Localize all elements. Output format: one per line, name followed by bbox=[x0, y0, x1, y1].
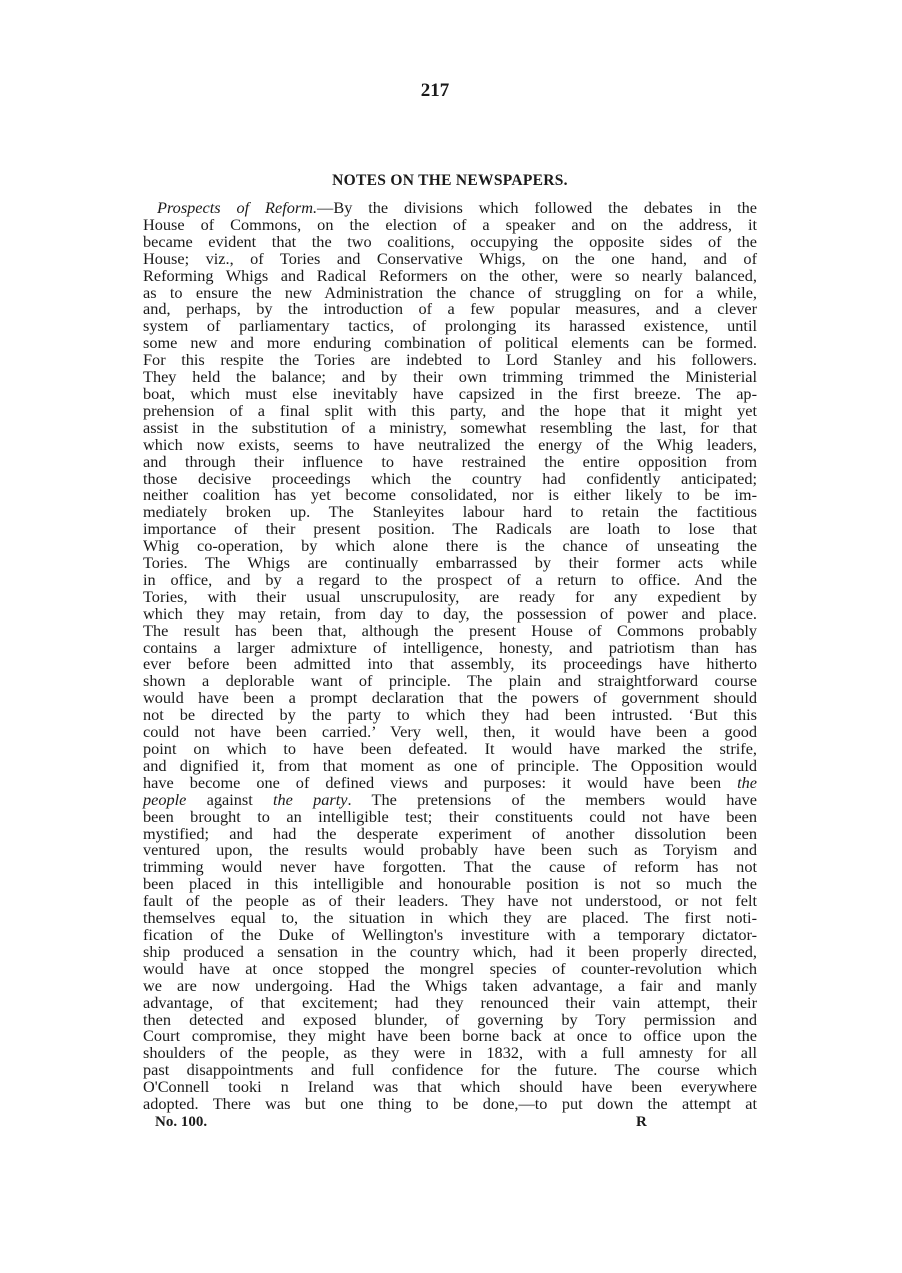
text-segment: which now exists, seems to have neutralized the energy of the Whig leaders, bbox=[143, 434, 757, 454]
page-footer bbox=[155, 1114, 655, 1131]
text-segment: For this respite the Tories are indebted to Lord Stanley and his followers. bbox=[143, 350, 757, 370]
text-segment: point on which to have been defeated. It would have marked the strife, bbox=[143, 739, 757, 758]
text-segment: system of parliamentary tactics, of prolonging its harassed existence, until bbox=[143, 316, 757, 336]
text-segment: as to ensure the new Administration the chance of struggling on for a while, bbox=[143, 282, 757, 302]
text-segment: shoulders of the people, as they were in 1832, with a full amnesty for all bbox=[143, 1043, 757, 1063]
text-segment: advantage, of that excitement; had they renounced their vain attempt, their bbox=[143, 992, 757, 1012]
text-segment: shown a deplorable want of principle. The plain and straightforward course bbox=[143, 671, 757, 691]
text-segment: —By the divisions which followed the debates in the bbox=[317, 198, 758, 217]
text-segment: ventured upon, the results would probably have been such as Toryism and bbox=[143, 840, 757, 860]
text-segment: neither coalition has yet become consolidated, nor is either likely to be im- bbox=[143, 485, 757, 505]
page-number: 217 bbox=[420, 80, 450, 101]
text-segment: ever before been admitted into that assembly, its proceedings have hitherto bbox=[143, 654, 757, 674]
italic-text: the party bbox=[273, 789, 348, 809]
text-segment: then detected and exposed blunder, of governing by Tory permission and bbox=[143, 1009, 757, 1029]
text-segment: importance of their present position. The Radicals are loath to lose that bbox=[143, 519, 757, 539]
issue-number: No. 100. bbox=[155, 1114, 208, 1130]
text-segment: been placed in this intelligible and honourable position is not so much the bbox=[143, 874, 757, 894]
text-segment: O'Connell tooki n Ireland was that which should have been everywhere bbox=[143, 1077, 757, 1097]
text-segment: became evident that the two coalitions, occupying the opposite sides of the bbox=[143, 231, 757, 251]
text-segment: Reforming Whigs and Radical Reformers on the other, were so nearly balanced, bbox=[143, 265, 757, 285]
text-segment: Tories, with their usual unscrupulosity, are ready for any expedient by bbox=[143, 586, 757, 606]
text-segment: prehension of a final split with this party, and the hope that it might yet bbox=[143, 400, 757, 420]
text-segment: House of Commons, on the election of a speaker and on the address, it bbox=[143, 214, 757, 234]
text-segment: those decisive proceedings which the country had confidently anticipated; bbox=[143, 468, 757, 488]
text-segment: have become one of defined views and purposes: it would have been bbox=[143, 772, 738, 792]
text-segment: and through their influence to have restrained the entire opposition from bbox=[143, 451, 757, 471]
text-segment: would have been a prompt declaration that the powers of government should bbox=[143, 688, 757, 708]
text-segment: . The pretensions of the members would have bbox=[347, 789, 758, 809]
text-segment: House; viz., of Tories and Conservative Whigs, on the one hand, and of bbox=[143, 248, 757, 268]
text-segment: could not have been carried.’ Very well, then, it would have been a good bbox=[143, 722, 757, 742]
text-segment: Whig co-operation, by which alone there is the chance of unseating the bbox=[143, 536, 757, 556]
text-segment: contains a larger admixture of intelligence, honesty, and patriotism than has bbox=[143, 637, 757, 657]
text-segment: and dignified it, from that moment as one of principle. The Opposition would bbox=[143, 755, 757, 775]
article-title: NOTES ON THE NEWSPAPERS. bbox=[332, 172, 568, 189]
text-segment: would have at once stopped the mongrel species of counter-revolution which bbox=[143, 958, 757, 978]
text-segment: past disappointments and full confidence for the future. The course which bbox=[143, 1060, 757, 1080]
text-segment: fault of the people as of their leaders. They have not understood, or not felt bbox=[143, 891, 757, 911]
text-segment: They held the balance; and by their own trimming trimmed the Ministerial bbox=[143, 367, 757, 387]
article-body bbox=[143, 200, 757, 1113]
italic-text: people bbox=[143, 789, 187, 809]
text-segment: ship produced a sensation in the country which, had it been properly directed, bbox=[143, 941, 757, 961]
text-segment: fication of the Duke of Wellington's investiture with a temporary dictator- bbox=[143, 924, 757, 944]
text-segment: not be directed by the party to which they had been intrusted. ‘But this bbox=[143, 705, 757, 725]
text-segment: mystified; and had the desperate experiment of another dissolution been bbox=[143, 823, 757, 843]
text-segment: Court compromise, they might have been borne back at once to office upon the bbox=[143, 1026, 757, 1046]
text-segment: against bbox=[186, 789, 274, 809]
text-segment: mediately broken up. The Stanleyites labour hard to retain the factitious bbox=[143, 502, 757, 522]
text-segment: and, perhaps, by the introduction of a few popular measures, and a clever bbox=[143, 299, 757, 319]
italic-text: the bbox=[737, 772, 757, 792]
text-segment: in office, and by a regard to the prospect of a return to office. And the bbox=[143, 569, 757, 589]
text-line bbox=[143, 1096, 757, 1113]
text-segment: trimming would never have forgotten. That the cause of reform has not bbox=[143, 857, 757, 877]
text-segment: we are now undergoing. Had the Whigs taken advantage, a fair and manly bbox=[143, 975, 757, 995]
italic-text: Prospects of Reform. bbox=[157, 198, 318, 217]
text-segment: themselves equal to, the situation in which they are placed. The first noti- bbox=[143, 908, 757, 928]
signature-mark: R bbox=[636, 1114, 647, 1130]
text-segment: boat, which must else inevitably have capsized in the first breeze. The ap- bbox=[143, 383, 757, 403]
text-segment: been brought to an intelligible test; their constituents could not have been bbox=[143, 806, 757, 826]
text-segment: adopted. There was but one thing to be done,—to put down the attempt at bbox=[143, 1094, 757, 1114]
text-segment: The result has been that, although the present House of Commons probably bbox=[143, 620, 757, 640]
text-segment: Tories. The Whigs are continually embarrassed by their former acts while bbox=[143, 553, 757, 573]
text-segment: some new and more enduring combination of political elements can be formed. bbox=[143, 333, 757, 353]
text-segment: which they may retain, from day to day, the possession of power and place. bbox=[143, 603, 757, 623]
text-segment: assist in the substitution of a ministry, somewhat resembling the last, for that bbox=[143, 417, 757, 437]
